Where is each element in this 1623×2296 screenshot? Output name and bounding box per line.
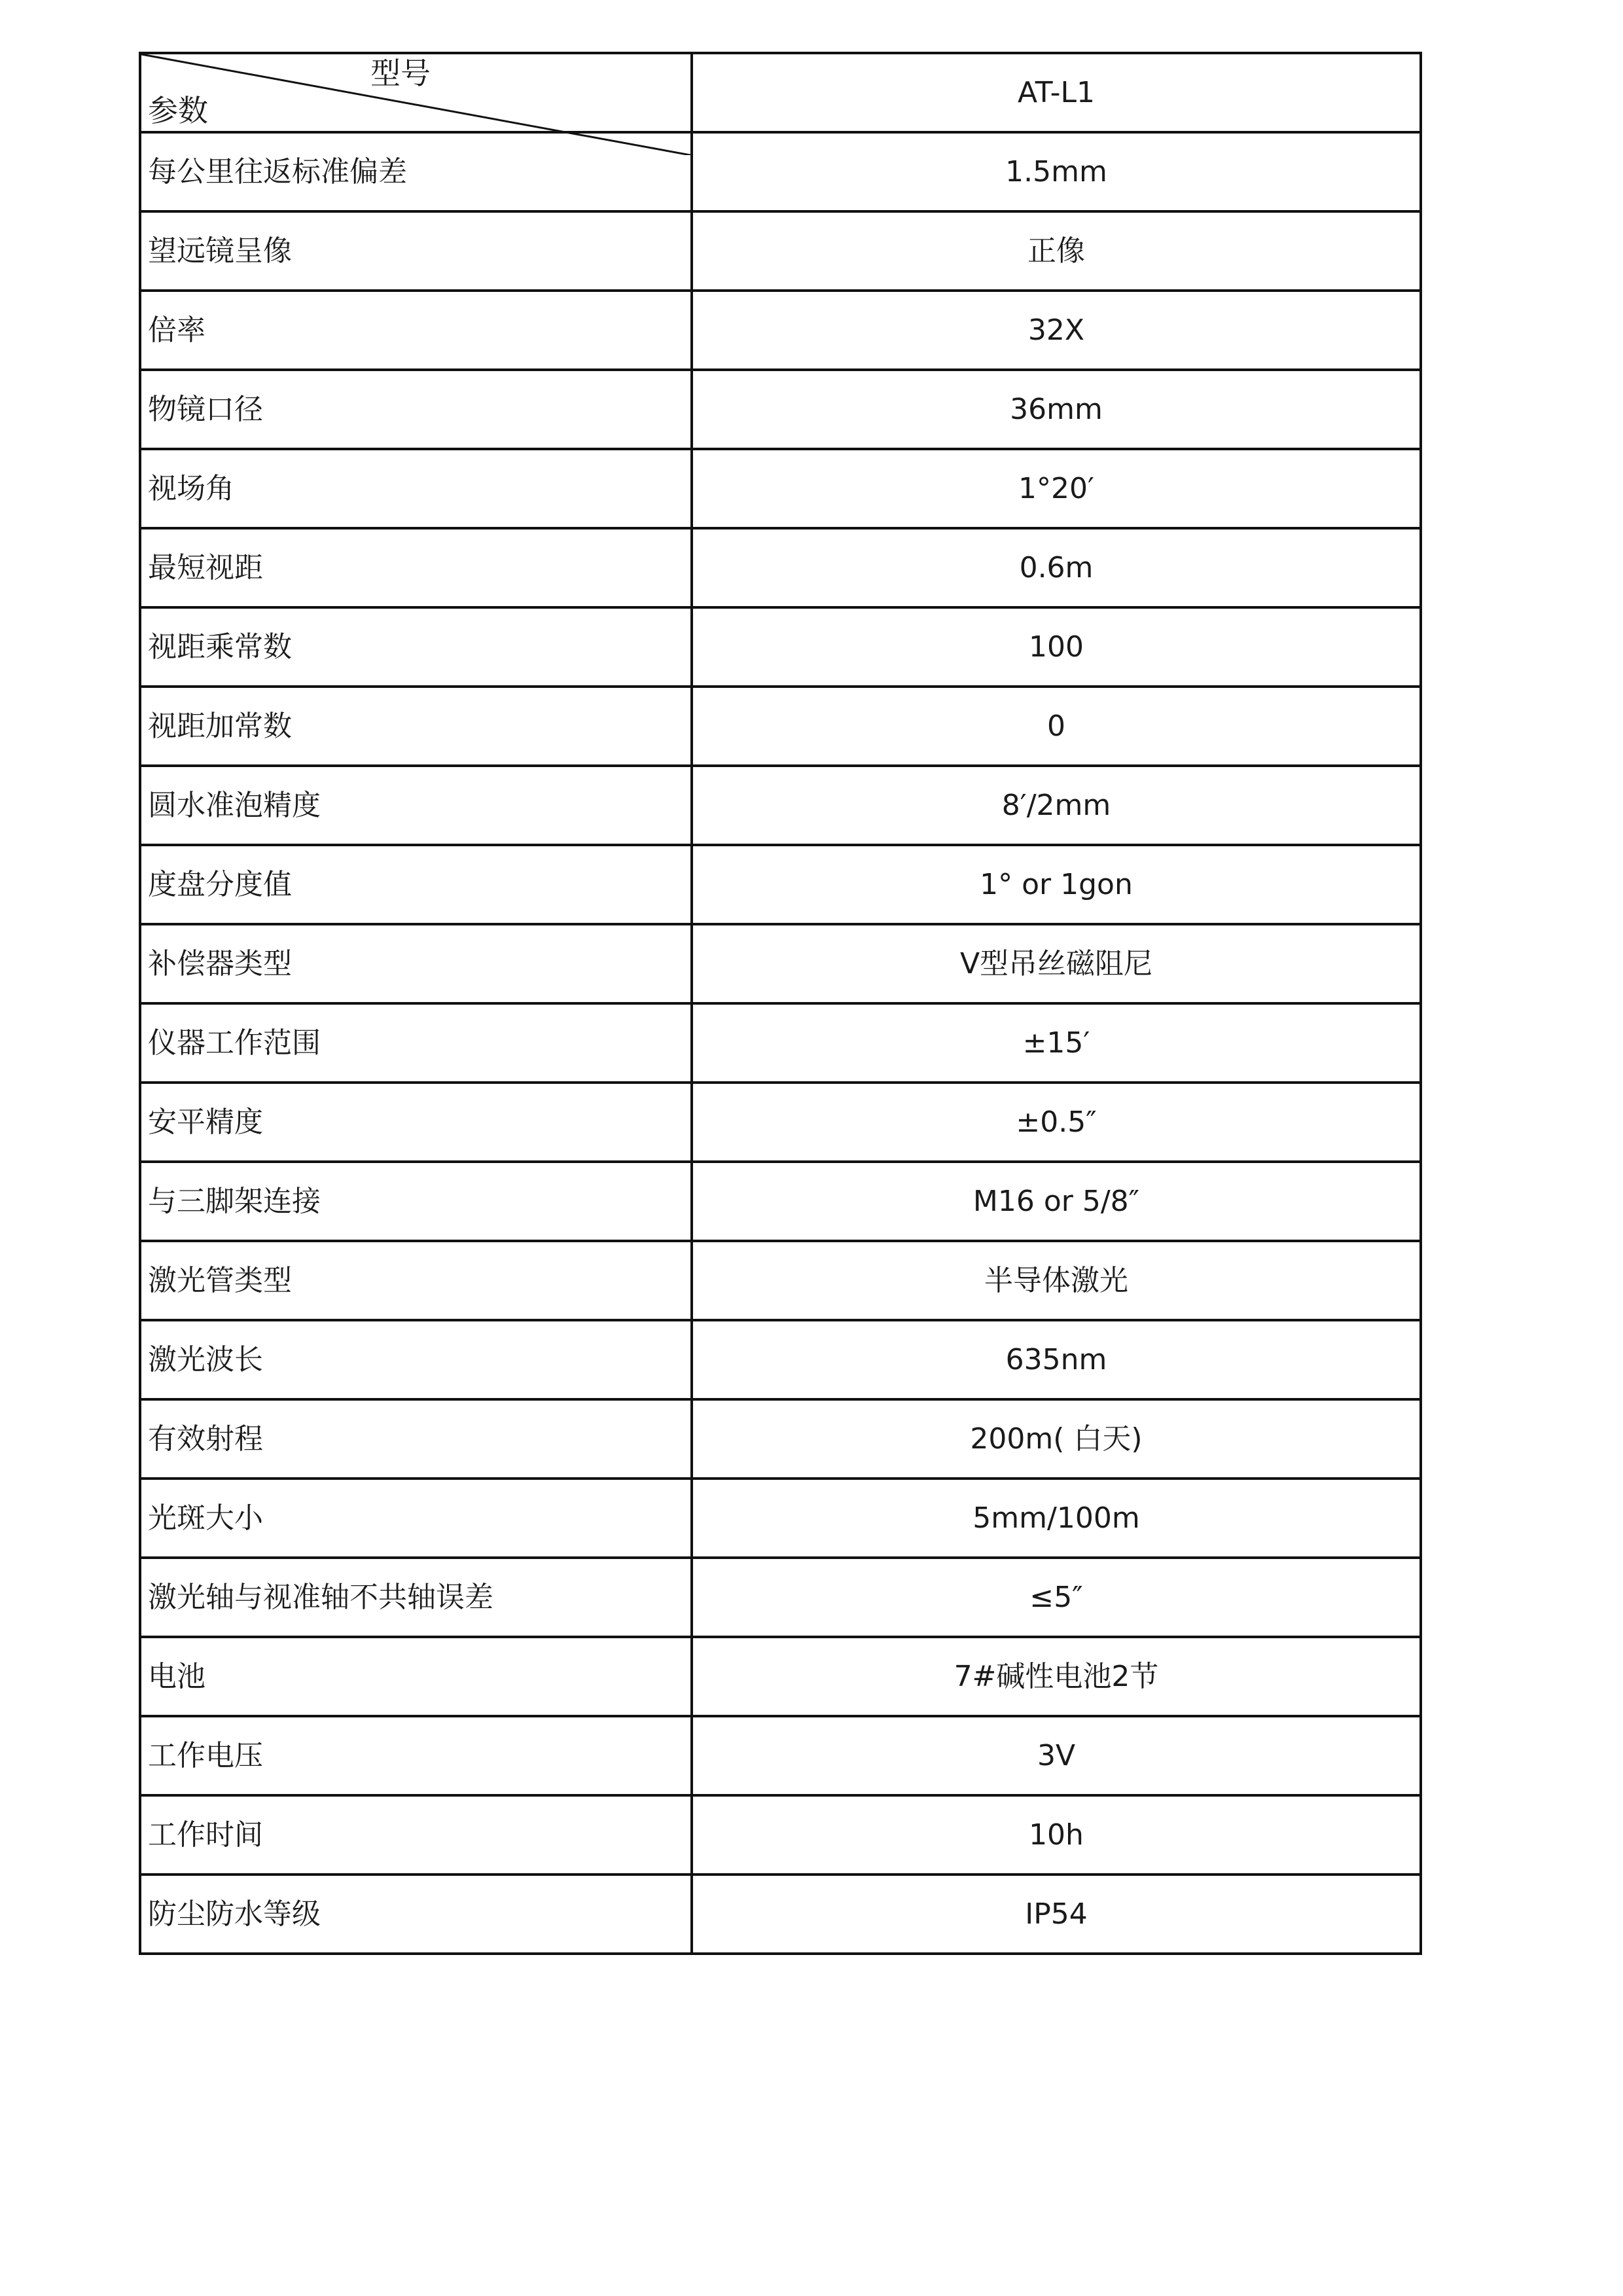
param-cell: 望远镜呈像 xyxy=(140,211,692,291)
param-cell: 工作电压 xyxy=(140,1716,692,1795)
param-cell: 视场角 xyxy=(140,449,692,528)
table-row xyxy=(140,607,1421,687)
diagonal-header-cell xyxy=(140,53,692,132)
table-row xyxy=(140,766,1421,845)
param-cell: 光斑大小 xyxy=(140,1479,692,1558)
param-cell: 度盘分度值 xyxy=(140,845,692,924)
value-cell: 7#碱性电池2节 xyxy=(692,1637,1421,1716)
table-row xyxy=(140,924,1421,1003)
table-row xyxy=(140,1874,1421,1954)
table-row xyxy=(140,1795,1421,1874)
value-cell: 1° or 1gon xyxy=(692,845,1421,924)
param-cell: 物镜口径 xyxy=(140,370,692,449)
table-row xyxy=(140,687,1421,766)
value-cell: 36mm xyxy=(692,370,1421,449)
table-row xyxy=(140,845,1421,924)
table-row xyxy=(140,1558,1421,1637)
param-cell: 电池 xyxy=(140,1637,692,1716)
value-cell: M16 or 5/8″ xyxy=(692,1162,1421,1241)
table-row xyxy=(140,1241,1421,1320)
param-cell: 补偿器类型 xyxy=(140,924,692,1003)
value-cell: 635nm xyxy=(692,1320,1421,1399)
param-cell: 仪器工作范围 xyxy=(140,1003,692,1083)
table-row xyxy=(140,1003,1421,1083)
table-row xyxy=(140,291,1421,370)
param-cell: 与三脚架连接 xyxy=(140,1162,692,1241)
model-label: 型号 xyxy=(370,56,431,91)
table-row xyxy=(140,1162,1421,1241)
value-cell: 正像 xyxy=(692,211,1421,291)
value-cell: 0.6m xyxy=(692,528,1421,607)
value-cell: 32X xyxy=(692,291,1421,370)
table-row xyxy=(140,1479,1421,1558)
table-row xyxy=(140,528,1421,607)
value-cell: 10h xyxy=(692,1795,1421,1874)
table-row xyxy=(140,370,1421,449)
param-label: 参数 xyxy=(148,93,208,128)
table-row xyxy=(140,211,1421,291)
table-row xyxy=(140,1637,1421,1716)
value-cell: 0 xyxy=(692,687,1421,766)
value-cell: 5mm/100m xyxy=(692,1479,1421,1558)
param-cell: 激光管类型 xyxy=(140,1241,692,1320)
value-cell: 半导体激光 xyxy=(692,1241,1421,1320)
value-cell: ±0.5″ xyxy=(692,1083,1421,1162)
param-cell: 视距加常数 xyxy=(140,687,692,766)
value-cell: 8′/2mm xyxy=(692,766,1421,845)
spec-table-body xyxy=(140,53,1421,1954)
value-cell: 100 xyxy=(692,607,1421,687)
param-cell: 倍率 xyxy=(140,291,692,370)
param-cell: 圆水准泡精度 xyxy=(140,766,692,845)
value-cell: ±15′ xyxy=(692,1003,1421,1083)
param-cell: 激光轴与视准轴不共轴误差 xyxy=(140,1558,692,1637)
table-row xyxy=(140,1320,1421,1399)
value-cell: 1°20′ xyxy=(692,449,1421,528)
value-cell: ≤5″ xyxy=(692,1558,1421,1637)
value-cell: 1.5mm xyxy=(692,132,1421,211)
param-cell: 每公里往返标准偏差 xyxy=(140,132,692,211)
header-row xyxy=(140,53,1421,132)
table-row xyxy=(140,1716,1421,1795)
table-row xyxy=(140,449,1421,528)
param-cell: 防尘防水等级 xyxy=(140,1874,692,1954)
value-cell: 3V xyxy=(692,1716,1421,1795)
param-cell: 最短视距 xyxy=(140,528,692,607)
model-value: AT-L1 xyxy=(692,53,1421,132)
param-cell: 视距乘常数 xyxy=(140,607,692,687)
value-cell: IP54 xyxy=(692,1874,1421,1954)
value-cell: V型吊丝磁阻尼 xyxy=(692,924,1421,1003)
table-row xyxy=(140,1399,1421,1479)
param-cell: 安平精度 xyxy=(140,1083,692,1162)
param-cell: 有效射程 xyxy=(140,1399,692,1479)
value-cell: 200m( 白天) xyxy=(692,1399,1421,1479)
param-cell: 激光波长 xyxy=(140,1320,692,1399)
table-row xyxy=(140,1083,1421,1162)
param-cell: 工作时间 xyxy=(140,1795,692,1874)
spec-table xyxy=(139,52,1422,1955)
